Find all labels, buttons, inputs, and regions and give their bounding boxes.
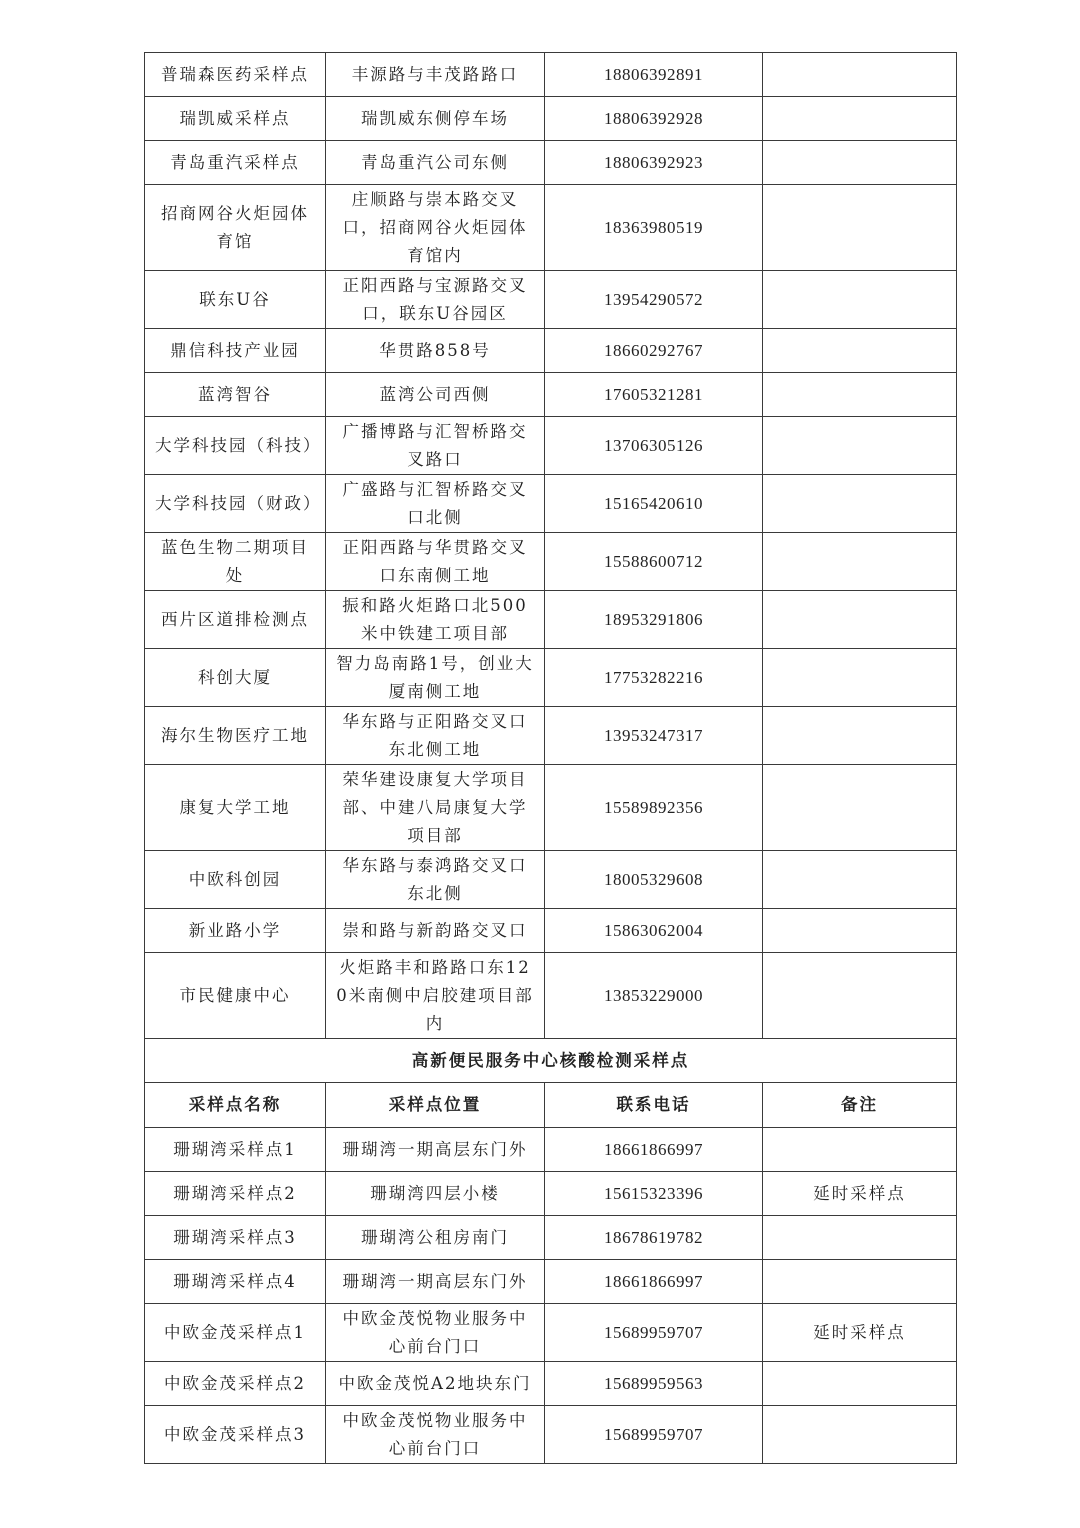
phone-cell: 18660292767 [545,329,763,373]
table-row [145,475,957,533]
table-row [145,1406,957,1464]
point-name-cell: 中欧金茂采样点1 [145,1304,326,1362]
table-row [145,417,957,475]
point-name-cell: 瑞凯威采样点 [145,97,326,141]
phone-cell: 15689959707 [545,1406,763,1464]
note-cell [763,591,957,649]
note-cell [763,953,957,1039]
phone-cell: 18661866997 [545,1128,763,1172]
phone-cell: 18678619782 [545,1216,763,1260]
point-location-cell: 蓝湾公司西侧 [326,373,545,417]
table-row [145,1362,957,1406]
point-name-cell: 联东U谷 [145,271,326,329]
note-cell [763,97,957,141]
point-name-cell: 蓝色生物二期项目处 [145,533,326,591]
phone-cell: 15863062004 [545,909,763,953]
table-row [145,533,957,591]
table-row [145,271,957,329]
table-row [145,591,957,649]
header-point-location: 采样点位置 [326,1083,545,1128]
point-location-cell: 珊瑚湾四层小楼 [326,1172,545,1216]
table-row [145,185,957,271]
point-location-cell: 正阳西路与宝源路交叉口，联东U谷园区 [326,271,545,329]
table-row [145,1216,957,1260]
table-row [145,141,957,185]
note-cell [763,1362,957,1406]
note-cell [763,533,957,591]
phone-cell: 15615323396 [545,1172,763,1216]
point-location-cell: 瑞凯威东侧停车场 [326,97,545,141]
point-name-cell: 西片区道排检测点 [145,591,326,649]
point-name-cell: 新业路小学 [145,909,326,953]
header-phone: 联系电话 [545,1083,763,1128]
phone-cell: 18806392928 [545,97,763,141]
sampling-points-table [144,52,957,1464]
phone-cell: 13954290572 [545,271,763,329]
point-location-cell: 珊瑚湾一期高层东门外 [326,1260,545,1304]
note-cell [763,417,957,475]
point-location-cell: 珊瑚湾一期高层东门外 [326,1128,545,1172]
point-name-cell: 珊瑚湾采样点4 [145,1260,326,1304]
table-row [145,851,957,909]
phone-cell: 15689959707 [545,1304,763,1362]
point-location-cell: 振和路火炬路口北500米中铁建工项目部 [326,591,545,649]
note-cell [763,765,957,851]
point-name-cell: 蓝湾智谷 [145,373,326,417]
point-name-cell: 中欧金茂采样点3 [145,1406,326,1464]
table-row [145,329,957,373]
point-name-cell: 中欧金茂采样点2 [145,1362,326,1406]
phone-cell: 15689959563 [545,1362,763,1406]
point-name-cell: 市民健康中心 [145,953,326,1039]
phone-cell: 18953291806 [545,591,763,649]
phone-cell: 13853229000 [545,953,763,1039]
table-row [145,1260,957,1304]
note-cell [763,329,957,373]
point-location-cell: 广盛路与汇智桥路交叉口北侧 [326,475,545,533]
phone-cell: 17753282216 [545,649,763,707]
table-row [145,765,957,851]
table-row [145,1128,957,1172]
point-location-cell: 华东路与正阳路交叉口东北侧工地 [326,707,545,765]
phone-cell: 13953247317 [545,707,763,765]
point-location-cell: 广播博路与汇智桥路交叉路口 [326,417,545,475]
point-location-cell: 中欧金茂悦A2地块东门 [326,1362,545,1406]
table-header-row [145,1083,957,1128]
point-location-cell: 华东路与泰鸿路交叉口东北侧 [326,851,545,909]
point-location-cell: 丰源路与丰茂路路口 [326,53,545,97]
note-cell [763,707,957,765]
point-location-cell: 荣华建设康复大学项目部、中建八局康复大学项目部 [326,765,545,851]
note-cell [763,851,957,909]
table-row [145,373,957,417]
point-location-cell: 智力岛南路1号，创业大厦南侧工地 [326,649,545,707]
point-name-cell: 中欧科创园 [145,851,326,909]
phone-cell: 18005329608 [545,851,763,909]
phone-cell: 18806392923 [545,141,763,185]
note-cell: 延时采样点 [763,1172,957,1216]
note-cell [763,53,957,97]
point-location-cell: 中欧金茂悦物业服务中心前台门口 [326,1406,545,1464]
point-name-cell: 普瑞森医药采样点 [145,53,326,97]
point-name-cell: 大学科技园（财政） [145,475,326,533]
table-row [145,909,957,953]
point-name-cell: 珊瑚湾采样点1 [145,1128,326,1172]
point-name-cell: 鼎信科技产业园 [145,329,326,373]
header-point-name: 采样点名称 [145,1083,326,1128]
table-row [145,649,957,707]
note-cell [763,373,957,417]
phone-cell: 18806392891 [545,53,763,97]
point-name-cell: 康复大学工地 [145,765,326,851]
point-location-cell: 华贯路858号 [326,329,545,373]
phone-cell: 15588600712 [545,533,763,591]
note-cell [763,141,957,185]
note-cell [763,185,957,271]
point-location-cell: 珊瑚湾公租房南门 [326,1216,545,1260]
table-row [145,953,957,1039]
point-name-cell: 科创大厦 [145,649,326,707]
header-note: 备注 [763,1083,957,1128]
point-name-cell: 珊瑚湾采样点3 [145,1216,326,1260]
table-row [145,1172,957,1216]
note-cell: 延时采样点 [763,1304,957,1362]
section-title: 高新便民服务中心核酸检测采样点 [145,1039,957,1083]
note-cell [763,1406,957,1464]
point-name-cell: 珊瑚湾采样点2 [145,1172,326,1216]
point-location-cell: 正阳西路与华贯路交叉口东南侧工地 [326,533,545,591]
point-location-cell: 火炬路丰和路路口东120米南侧中启胶建项目部内 [326,953,545,1039]
point-name-cell: 大学科技园（科技） [145,417,326,475]
note-cell [763,909,957,953]
phone-cell: 13706305126 [545,417,763,475]
note-cell [763,475,957,533]
note-cell [763,271,957,329]
point-location-cell: 庄顺路与崇本路交叉口，招商网谷火炬园体育馆内 [326,185,545,271]
phone-cell: 15165420610 [545,475,763,533]
note-cell [763,1216,957,1260]
point-location-cell: 青岛重汽公司东侧 [326,141,545,185]
table-row [145,707,957,765]
sampling-points-document [144,52,956,1464]
phone-cell: 15589892356 [545,765,763,851]
note-cell [763,1260,957,1304]
point-location-cell: 中欧金茂悦物业服务中心前台门口 [326,1304,545,1362]
note-cell [763,649,957,707]
point-name-cell: 青岛重汽采样点 [145,141,326,185]
point-name-cell: 海尔生物医疗工地 [145,707,326,765]
table-row [145,53,957,97]
table-row [145,1304,957,1362]
phone-cell: 18661866997 [545,1260,763,1304]
point-name-cell: 招商网谷火炬园体育馆 [145,185,326,271]
phone-cell: 18363980519 [545,185,763,271]
section-title-row [145,1039,957,1083]
point-location-cell: 崇和路与新韵路交叉口 [326,909,545,953]
phone-cell: 17605321281 [545,373,763,417]
note-cell [763,1128,957,1172]
table-row [145,97,957,141]
